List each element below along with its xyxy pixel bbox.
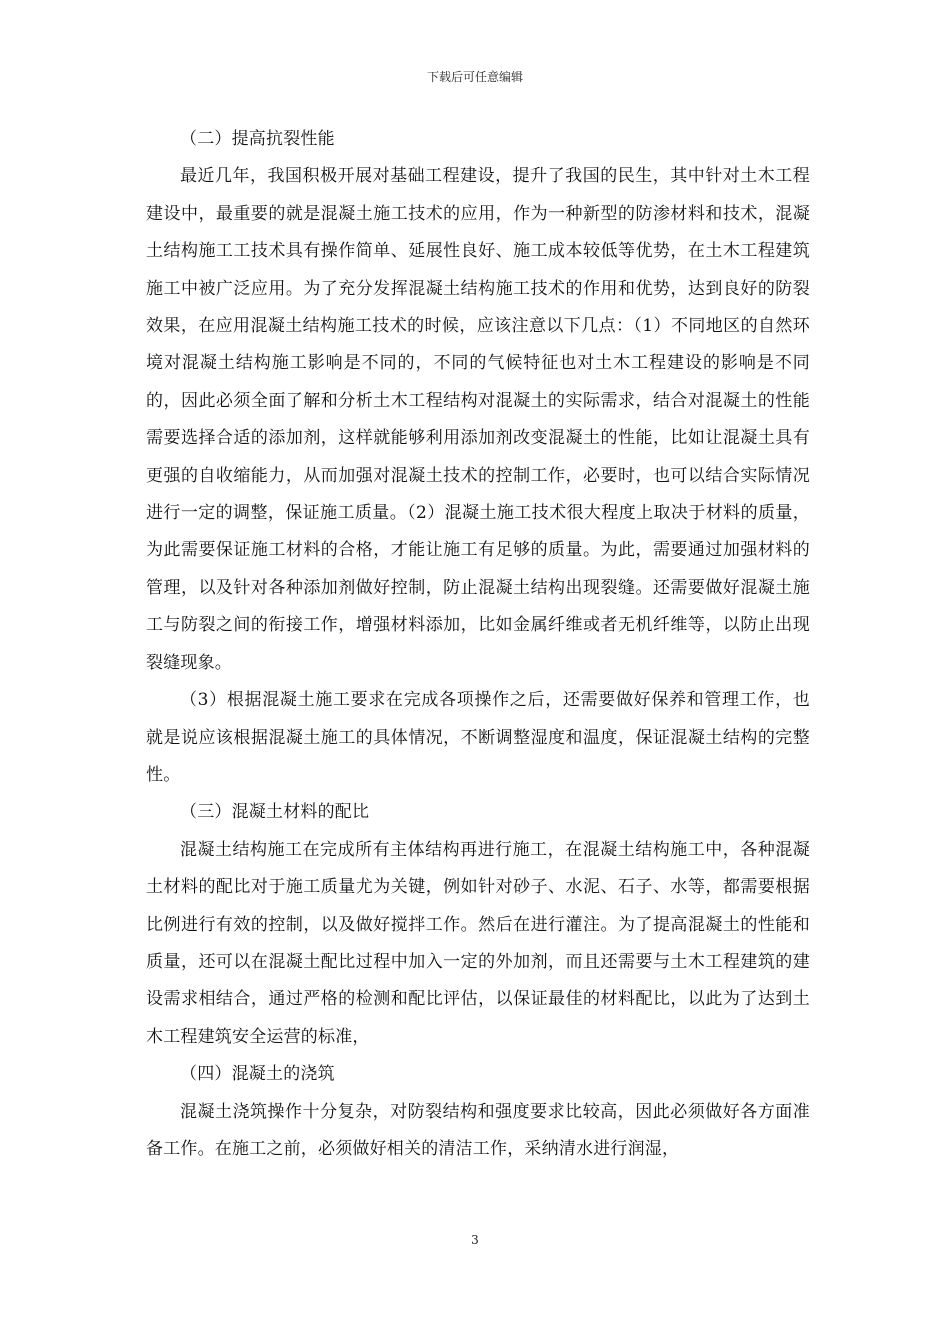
document-body (146, 121, 810, 1168)
page-number: 3 (471, 1233, 479, 1247)
paragraph: 混凝土浇筑操作十分复杂，对防裂结构和强度要求比较高，因此必须做好各方面准备工作。在施工之前，必须做好相关的清洁工作，采纳清水进行润湿， (146, 1101, 810, 1159)
section-heading-3: （三）混凝土材料的配比 (180, 802, 370, 823)
paragraph: 混凝土结构施工在完成所有主体结构再进行施工，在混凝土结构施工中，各种混凝土材料的配比对于施工质量尤为关键，例如针对砂子、水泥、石子、水等，都需要根据比例进行有效的控制，以及做好搅拌工作。然后在进行灌注。为了提高混凝土的性能和质量，还可以在混凝土配比过程中加入一定的外加剂，而且还需要与土木工程建筑的建设需求相结合，通过严格的检测和配比评估，以保证最佳的材料配比，以此为了达到土木工程建筑安全运营的标准， (146, 839, 810, 1047)
section-heading-4: （四）混凝土的浇筑 (180, 1064, 335, 1085)
paragraph: （3）根据混凝土施工要求在完成各项操作之后，还需要做好保养和管理工作，也就是说应该根据混凝土施工的具体情况，不断调整湿度和温度，保证混凝土结构的完整性。 (146, 690, 810, 785)
paragraph: 最近几年，我国积极开展对基础工程建设，提升了我国的民生，其中针对土木工程建设中，最重要的就是混凝土施工技术的应用，作为一种新型的防渗材料和技术，混凝土结构施工工技术具有操作简单、延展性良好、施工成本较低等优势，在土木工程建筑施工中被广泛应用。为了充分发挥混凝土结构施工技术的作用和优势，达到良好的防裂效果，在应用混凝土结构施工技术的时候，应该注意以下几点：（1）不同地区的自然环境对混凝土结构施工影响是不同的，不同的气候特征也对土木工程建设的影响是不同的，因此必须全面了解和分析土木工程结构对混凝土的实际需求，结合对混凝土的性能需要选择合适的添加剂，这样就能够利用添加剂改变混凝土的性能，比如让混凝土具有更强的自收缩能力，从而加强对混凝土技术的控制工作，必要时，也可以结合实际情况进行一定的调整，保证施工质量。（2）混凝土施工技术很大程度上取决于材料的质量，为此需要保证施工材料的合格，才能让施工有足够的质量。为此，需要通过加强材料的管理，以及针对各种添加剂做好控制，防止混凝土结构出现裂缝。还需要做好混凝土施工与防裂之间的衔接工作，增强材料添加，比如金属纤维或者无机纤维等，以防止出现裂缝现象。 (146, 166, 810, 673)
page-header: 下载后可任意编辑 (426, 70, 523, 84)
section-heading-2: （二）提高抗裂性能 (180, 129, 335, 149)
